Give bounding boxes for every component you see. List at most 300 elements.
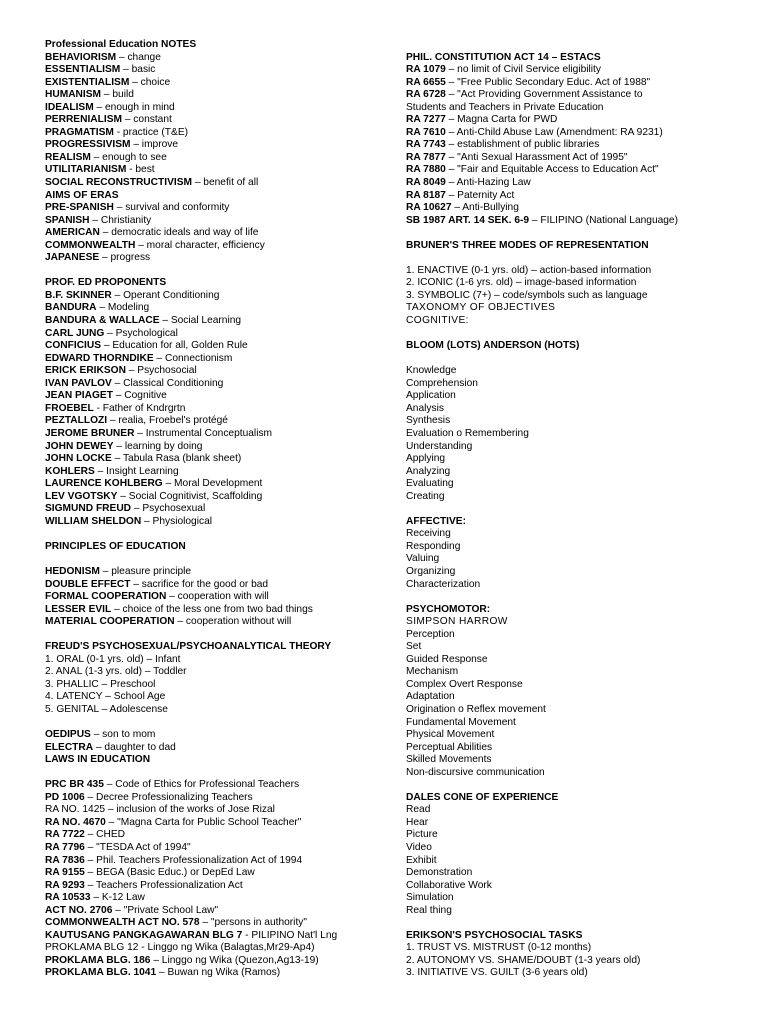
note-term: B.F. SKINNER: [45, 289, 112, 301]
note-description: Students and Teachers in Private Education: [406, 101, 604, 113]
note-description: – Decree Professionalizing Teachers: [84, 791, 253, 803]
note-line-perception: [406, 629, 756, 642]
note-line-skilled-movements: [406, 754, 756, 767]
note-term: LESSER EVIL: [45, 603, 112, 615]
note-description: Adaptation: [406, 691, 455, 703]
note-description: Origination o Reflex movement: [406, 703, 546, 715]
note-term: PRE-SPANISH: [45, 202, 114, 214]
note-term: HUMANISM: [45, 89, 102, 101]
note-description: – improve: [130, 139, 179, 151]
note-line-essentialism: [45, 64, 390, 77]
note-description: – realia, Froebel's protégé: [107, 415, 228, 427]
note-description: – "Fair and Equitable Access to Education Act": [445, 164, 659, 176]
note-line-hedonism: [45, 566, 390, 579]
note-line-material-cooperation: [45, 616, 390, 629]
note-description: Responding: [406, 540, 461, 552]
blank-line: [406, 779, 756, 792]
note-description: Real thing: [406, 904, 452, 916]
note-line-kohlers: [45, 466, 390, 479]
note-description: Evaluation o Remembering: [406, 427, 529, 439]
note-description: – BEGA (Basic Educ.) or DepEd Law: [84, 867, 255, 879]
note-line-ra-7877: [406, 152, 756, 165]
note-description: – Psychosexual: [131, 503, 206, 515]
note-description: - PILIPINO Nat'l Lng: [242, 929, 338, 941]
note-term: JEAN PIAGET: [45, 390, 113, 402]
note-line-commonwealth-act-no-578: [45, 917, 390, 930]
note-description: Applying: [406, 453, 446, 465]
note-line-proklama-blg-186: [45, 955, 390, 968]
note-line-american: [45, 227, 390, 240]
note-line-utilitarianism: [45, 164, 390, 177]
note-description: – progress: [99, 252, 151, 264]
note-line-adaptation: [406, 691, 756, 704]
note-term: ESSENTIALISM: [45, 64, 121, 76]
note-description: 3. INITIATIVE VS. GUILT (3-6 years old): [406, 967, 588, 979]
note-description: Analyzing: [406, 465, 451, 477]
note-description: - best: [126, 164, 155, 176]
note-line-sb-1987-art-14-sek-6-9: [406, 215, 756, 228]
blank-line: [45, 553, 390, 566]
note-term: LEV VGOTSKY: [45, 490, 118, 502]
note-line-receiving: [406, 528, 756, 541]
note-line-peztallozi: [45, 415, 390, 428]
note-line-applying: [406, 453, 756, 466]
note-term: FROEBEL: [45, 402, 94, 414]
note-description: – survival and conformity: [113, 202, 230, 214]
note-line-froebel: [45, 403, 390, 416]
note-description: Valuing: [406, 553, 440, 565]
note-term: RA 7610: [406, 126, 446, 138]
note-line-responding: [406, 541, 756, 554]
note-description: – constant: [121, 114, 172, 126]
note-line-behaviorism: [45, 52, 390, 65]
note-description: Set: [406, 641, 422, 653]
note-line-characterization: [406, 579, 756, 592]
section-heading-principles-of-education: [45, 541, 390, 554]
section-heading-laws-in-education: [45, 754, 390, 767]
note-term: ERICK ERIKSON: [45, 365, 126, 377]
note-term: JAPANESE: [45, 252, 100, 264]
note-term: ACT NO. 2706: [45, 904, 113, 916]
left-column: [45, 39, 390, 980]
note-line-ra-no-4670: [45, 817, 390, 830]
note-description: – enough to see: [90, 151, 167, 163]
note-line-perrenialism: [45, 114, 390, 127]
note-description: – Code of Ethics for Professional Teachers: [103, 779, 300, 791]
note-line-evaluating: [406, 478, 756, 491]
note-description: – moral character, efficiency: [135, 239, 265, 251]
note-term: BEHAVIORISM: [45, 51, 117, 63]
note-line-ra-no-1425-inclusion-of-the-works-of-jos: [45, 804, 390, 817]
note-description: – "Private School Law": [112, 904, 219, 916]
section-heading-bloom-lots-anderson-hots: [406, 340, 756, 353]
heading-text: PRINCIPLES OF EDUCATION: [45, 540, 186, 552]
note-description: – Social Learning: [159, 315, 242, 327]
note-line-creating: [406, 491, 756, 504]
note-line-synthesis: [406, 415, 756, 428]
note-line-ivan-pavlov: [45, 378, 390, 391]
note-line-taxonomy-of-objectives: [406, 302, 756, 315]
note-line-idealism: [45, 102, 390, 115]
note-line-carl-jung: [45, 328, 390, 341]
note-term: KAUTUSANG PANGKAGAWARAN BLG 7: [45, 929, 243, 941]
note-description: Fundamental Movement: [406, 716, 516, 728]
note-description: – CHED: [84, 829, 126, 841]
note-term: PEZTALLOZI: [45, 415, 108, 427]
note-term: WILLIAM SHELDON: [45, 515, 142, 527]
note-term: COMMONWEALTH ACT NO. 578: [45, 917, 200, 929]
section-heading-affective: [406, 516, 756, 529]
note-line-ra-8049: [406, 177, 756, 190]
note-description: Mechanism: [406, 666, 459, 678]
note-line-set: [406, 641, 756, 654]
note-description: SIMPSON HARROW: [406, 616, 508, 628]
note-description: – Modeling: [96, 302, 150, 314]
note-term: LAURENCE KOHLBERG: [45, 478, 163, 490]
note-line-realism: [45, 152, 390, 165]
note-line-4-latency-school-age: [45, 691, 390, 704]
note-description: – Connectionism: [153, 352, 233, 364]
note-term: RA 10627: [406, 202, 452, 214]
note-description: – Tabula Rasa (blank sheet): [111, 453, 242, 465]
note-line-conficius: [45, 340, 390, 353]
note-line-japanese: [45, 252, 390, 265]
note-term: JOHN DEWEY: [45, 440, 114, 452]
note-description: – "Free Public Secondary Educ. Act of 1988": [445, 76, 651, 88]
note-line-progressivism: [45, 139, 390, 152]
note-description: – Linggo ng Wika (Quezon,Ag13-19): [150, 954, 319, 966]
note-line-ra-7796: [45, 842, 390, 855]
heading-text: LAWS IN EDUCATION: [45, 754, 151, 766]
heading-text: PROF. ED PROPONENTS: [45, 277, 167, 289]
note-term: RA 7877: [406, 151, 446, 163]
note-description: – Cognitive: [112, 390, 167, 402]
note-description: – Physiological: [141, 515, 213, 527]
note-term: RA 6655: [406, 76, 446, 88]
section-heading-prof-ed-proponents: [45, 277, 390, 290]
section-heading-bruner-s-three-modes-of-representation: [406, 240, 756, 253]
note-line-commonwealth: [45, 240, 390, 253]
note-description: Read: [406, 804, 431, 816]
note-line-cognitive: [406, 315, 756, 328]
heading-text: BRUNER'S THREE MODES OF REPRESENTATION: [406, 239, 649, 251]
note-term: PROKLAMA BLG. 186: [45, 954, 151, 966]
note-line-ra-7722: [45, 829, 390, 842]
note-description: Hear: [406, 816, 429, 828]
note-description: – pleasure principle: [99, 565, 192, 577]
note-line-bandura: [45, 302, 390, 315]
note-term: RA 9155: [45, 867, 85, 879]
note-term: KOHLERS: [45, 465, 95, 477]
note-line-ra-6728: [406, 89, 756, 102]
note-term: REALISM: [45, 151, 91, 163]
note-line-pre-spanish: [45, 202, 390, 215]
note-term: IDEALISM: [45, 101, 94, 113]
note-description: – Insight Learning: [94, 465, 179, 477]
note-line-ra-9293: [45, 880, 390, 893]
note-description: – "Act Providing Government Assistance to: [445, 89, 643, 101]
note-line-3-phallic-preschool: [45, 679, 390, 692]
note-description: – daughter to dad: [93, 741, 176, 753]
note-line-edward-thorndike: [45, 353, 390, 366]
note-line-ra-7610: [406, 127, 756, 140]
note-line-william-sheldon: [45, 516, 390, 529]
note-line-5-genital-adolescense: [45, 704, 390, 717]
note-description: 2. AUTONOMY VS. SHAME/DOUBT (1-3 years old): [406, 954, 641, 966]
note-line-lev-vgotsky: [45, 491, 390, 504]
note-line-act-no-2706: [45, 905, 390, 918]
note-description: – Moral Development: [162, 478, 263, 490]
note-description: Perception: [406, 628, 455, 640]
note-line-formal-cooperation: [45, 591, 390, 604]
heading-text: Professional Education NOTES: [45, 39, 197, 50]
note-term: RA 10533: [45, 892, 91, 904]
note-line-2-anal-1-3-yrs-old-toddler: [45, 666, 390, 679]
note-description: – Christianity: [89, 214, 152, 226]
note-line-simulation: [406, 892, 756, 905]
note-description: – establishment of public libraries: [445, 139, 600, 151]
note-description: Organizing: [406, 565, 456, 577]
note-description: 4. LATENCY – School Age: [45, 691, 166, 703]
note-line-jean-piaget: [45, 390, 390, 403]
note-description: Knowledge: [406, 365, 457, 377]
note-description: Video: [406, 842, 432, 853]
note-description: Physical Movement: [406, 729, 495, 741]
note-description: – no limit of Civil Service eligibility: [445, 64, 601, 76]
note-line-pd-1006: [45, 792, 390, 805]
note-term: RA 6728: [406, 89, 446, 101]
note-line-erick-erikson: [45, 365, 390, 378]
note-line-physical-movement: [406, 729, 756, 742]
note-description: Understanding: [406, 440, 473, 452]
note-line-1-oral-0-1-yrs-old-infant: [45, 654, 390, 667]
note-term: RA 7836: [45, 854, 85, 866]
note-term: RA 8187: [406, 189, 446, 201]
note-term: PRAGMATISM: [45, 126, 114, 138]
note-line-knowledge: [406, 365, 756, 378]
note-description: Evaluating: [406, 478, 454, 490]
note-line-complex-overt-response: [406, 679, 756, 692]
note-line-ra-7836: [45, 855, 390, 868]
note-line-1-trust-vs-mistrust-0-12-months: [406, 942, 756, 955]
note-term: RA 9293: [45, 879, 85, 891]
note-line-lesser-evil: [45, 604, 390, 617]
note-description: – Buwan ng Wika (Ramos): [156, 967, 281, 979]
note-description: – enough in mind: [93, 101, 175, 113]
note-description: – Anti-Bullying: [451, 202, 519, 214]
note-term: RA 7796: [45, 842, 85, 853]
note-description: – benefit of all: [191, 177, 259, 189]
note-line-mechanism: [406, 666, 756, 679]
note-line-evaluation-o-remembering: [406, 428, 756, 441]
note-line-ra-10627: [406, 202, 756, 215]
section-heading-phil-constitution-act-14-estacs: [406, 52, 756, 65]
note-description: 2. ANAL (1-3 yrs. old) – Toddler: [45, 666, 187, 678]
note-line-bandura-wallace: [45, 315, 390, 328]
note-term: SIGMUND FREUD: [45, 503, 132, 515]
right-column: [406, 39, 756, 980]
note-line-proklama-blg-1041: [45, 967, 390, 980]
note-description: 3. PHALLIC – Preschool: [45, 678, 156, 690]
note-line-social-reconstructivism: [45, 177, 390, 190]
note-description: – change: [116, 51, 161, 63]
note-line-ra-9155: [45, 867, 390, 880]
note-description: – choice: [129, 76, 171, 88]
note-description: Comprehension: [406, 377, 478, 389]
note-description: Demonstration: [406, 867, 473, 879]
note-description: – "TESDA Act of 1994": [84, 842, 191, 853]
note-term: JOHN LOCKE: [45, 453, 112, 465]
note-description: – Education for all, Golden Rule: [101, 340, 248, 352]
note-term: PROGRESSIVISM: [45, 139, 131, 151]
blank-line: [406, 328, 756, 341]
note-line-exhibit: [406, 855, 756, 868]
note-description: – Psychological: [104, 327, 178, 339]
note-line-existentialism: [45, 77, 390, 90]
note-description: – Anti-Child Abuse Law (Amendment: RA 9231): [445, 126, 663, 138]
note-description: 2. ICONIC (1-6 yrs. old) – image-based information: [406, 277, 637, 289]
note-description: – "Magna Carta for Public School Teacher": [105, 816, 302, 828]
heading-text: AFFECTIVE:: [406, 515, 466, 527]
note-description: - Father of Kndrgrtn: [93, 402, 186, 414]
note-description: TAXONOMY OF OBJECTIVES: [406, 302, 556, 314]
note-term: RA 7880: [406, 164, 446, 176]
note-description: – son to mom: [90, 729, 156, 741]
note-line-understanding: [406, 441, 756, 454]
note-description: Complex Overt Response: [406, 678, 523, 690]
note-description: – "persons in authority": [199, 917, 307, 929]
note-line-organizing: [406, 566, 756, 579]
section-heading-freud-s-psychosexual-psychoanalytical-th: [45, 641, 390, 654]
note-description: Simulation: [406, 892, 454, 904]
note-description: – Magna Carta for PWD: [445, 114, 558, 126]
note-term: BANDURA & WALLACE: [45, 315, 160, 327]
note-term: FORMAL COOPERATION: [45, 591, 167, 603]
note-term: OEDIPUS: [45, 729, 91, 741]
note-line-1-enactive-0-1-yrs-old-action-based-info: [406, 265, 756, 278]
note-line-ra-6655: [406, 77, 756, 90]
note-term: RA NO. 4670: [45, 816, 106, 828]
note-line-john-dewey: [45, 441, 390, 454]
note-line-analysis: [406, 403, 756, 416]
note-line-double-effect: [45, 579, 390, 592]
note-term: HEDONISM: [45, 565, 100, 577]
note-line-comprehension: [406, 378, 756, 391]
note-description: – Teachers Professionalization Act: [84, 879, 243, 891]
note-line-students-and-teachers-in-private-educati: [406, 102, 756, 115]
note-description: Picture: [406, 829, 438, 841]
note-term: SOCIAL RECONSTRUCTIVISM: [45, 177, 192, 189]
note-term: DOUBLE EFFECT: [45, 578, 131, 590]
section-heading-psychomotor: [406, 604, 756, 617]
note-line-ra-8187: [406, 190, 756, 203]
note-description: Exhibit: [406, 854, 437, 866]
blank-line: [406, 503, 756, 516]
note-term: ELECTRA: [45, 741, 94, 753]
note-line-2-iconic-1-6-yrs-old-image-based-informa: [406, 277, 756, 290]
note-description: – K-12 Law: [90, 892, 145, 904]
note-description: – Social Cognitivist, Scaffolding: [117, 490, 263, 502]
note-description: 3. SYMBOLIC (7+) – code/symbols such as language: [406, 289, 648, 301]
note-term: EXISTENTIALISM: [45, 76, 130, 88]
note-term: RA 1079: [406, 64, 446, 76]
note-description: – Classical Conditioning: [111, 377, 224, 389]
note-description: – Anti-Hazing Law: [445, 177, 531, 189]
note-description: Analysis: [406, 402, 444, 414]
note-line-john-locke: [45, 453, 390, 466]
note-line-3-symbolic-7-code-symbols-such-as-langua: [406, 290, 756, 303]
note-term: PD 1006: [45, 791, 85, 803]
note-line-pragmatism: [45, 127, 390, 140]
note-line-ra-1079: [406, 64, 756, 77]
note-description: Non-discursive communication: [406, 766, 545, 778]
note-line-simpson-harrow: [406, 616, 756, 629]
note-term: MATERIAL COOPERATION: [45, 616, 175, 628]
note-term: RA 7743: [406, 139, 446, 151]
note-line-jerome-bruner: [45, 428, 390, 441]
note-line-ra-7880: [406, 164, 756, 177]
heading-text: PSYCHOMOTOR:: [406, 603, 491, 615]
note-line-sigmund-freud: [45, 503, 390, 516]
note-term: BANDURA: [45, 302, 97, 314]
note-term: RA 8049: [406, 177, 446, 189]
note-line-non-discursive-communication: [406, 767, 756, 780]
blank-line: [406, 39, 756, 52]
note-term: AMERICAN: [45, 227, 100, 239]
note-description: Receiving: [406, 528, 451, 540]
note-description: – build: [101, 89, 134, 101]
note-line-demonstration: [406, 867, 756, 880]
note-line-electra: [45, 742, 390, 755]
note-description: – Operant Conditioning: [111, 289, 220, 301]
note-line-b-f-skinner: [45, 290, 390, 303]
note-description: Characterization: [406, 578, 481, 590]
note-line-perceptual-abilities: [406, 742, 756, 755]
note-description: – cooperation without will: [174, 616, 292, 628]
note-term: CONFICIUS: [45, 340, 102, 352]
section-heading-dales-cone-of-experience: [406, 792, 756, 805]
note-line-fundamental-movement: [406, 717, 756, 730]
note-term: PERRENIALISM: [45, 114, 122, 126]
note-line-valuing: [406, 553, 756, 566]
note-term: RA 7722: [45, 829, 85, 841]
blank-line: [406, 917, 756, 930]
note-line-application: [406, 390, 756, 403]
note-term: RA 7277: [406, 114, 446, 126]
note-description: – democratic ideals and way of life: [99, 227, 259, 239]
note-description: – cooperation with will: [166, 591, 269, 603]
blank-line: [406, 353, 756, 366]
note-line-spanish: [45, 215, 390, 228]
heading-text: PHIL. CONSTITUTION ACT 14 – ESTACS: [406, 51, 601, 63]
note-description: – "Anti Sexual Harassment Act of 1995": [445, 151, 628, 163]
note-line-3-initiative-vs-guilt-3-6-years-old: [406, 967, 756, 980]
note-description: Synthesis: [406, 415, 451, 427]
section-heading-erikson-s-psychosocial-tasks: [406, 930, 756, 943]
note-line-analyzing: [406, 466, 756, 479]
section-heading-aims-of-eras: [45, 190, 390, 203]
note-description: – FILIPINO (National Language): [529, 214, 678, 226]
note-term: JEROME BRUNER: [45, 427, 135, 439]
note-line-ra-7743: [406, 139, 756, 152]
note-description: Perceptual Abilities: [406, 741, 493, 753]
note-line-2-autonomy-vs-shame-doubt-1-3-years-old: [406, 955, 756, 968]
note-description: 5. GENITAL – Adolescense: [45, 703, 168, 715]
note-description: PROKLAMA BLG 12 - Linggo ng Wika (Balagtas,Mr29-Ap4): [45, 942, 315, 954]
note-term: EDWARD THORNDIKE: [45, 352, 154, 364]
note-description: Collaborative Work: [406, 879, 492, 891]
note-line-laurence-kohlberg: [45, 478, 390, 491]
